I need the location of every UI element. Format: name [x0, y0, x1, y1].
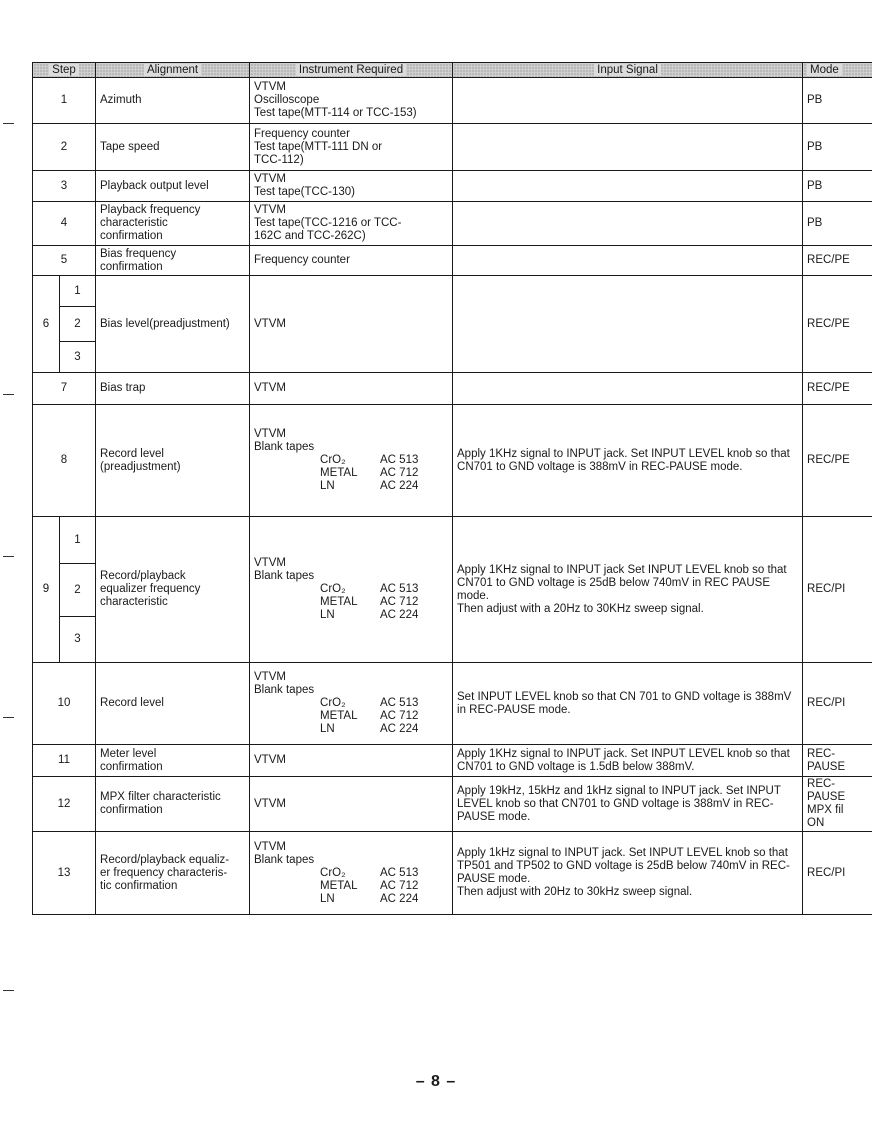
- header-instrument: Instrument Required: [250, 63, 453, 78]
- substep-number: 3: [60, 617, 96, 663]
- alignment-cell: [96, 276, 250, 373]
- alignment-text: Record level: [100, 697, 164, 709]
- input-text: Apply 1KHz signal to INPUT jack Set INPUT LEVEL knob so that CN701 to GND voltage is 25dB below 740mV in REC PAUSE mode.: [457, 563, 787, 602]
- input-text: Apply 1KHz signal to INPUT jack. Set INPUT LEVEL knob so that CN701 to GND voltage is 1.5dB below 388mV.: [457, 747, 790, 773]
- instrument-text: Oscilloscope: [254, 94, 320, 106]
- instrument-cell: [250, 663, 453, 745]
- tape-entry: [254, 480, 448, 493]
- input-signal-cell: [453, 517, 803, 663]
- mode-text: REC/PE: [807, 382, 850, 394]
- step-number: 13: [33, 832, 96, 915]
- tape-entry: [254, 596, 448, 609]
- mode-text: PB: [807, 179, 823, 192]
- instrument-text: 162C and TCC-262C): [254, 230, 366, 242]
- alignment-text: confirmation: [100, 230, 163, 242]
- mode-cell: [803, 832, 872, 915]
- tape-entry: [254, 723, 448, 736]
- mode-text: PAUSE: [807, 760, 846, 773]
- table-row: [33, 124, 872, 171]
- alignment-text: Playback output level: [100, 179, 209, 192]
- mode-cell: [803, 202, 872, 246]
- tape-type: CrO₂: [320, 697, 346, 709]
- substep-number: 1: [60, 276, 96, 307]
- mode-text: REC-: [807, 778, 836, 790]
- alignment-text: Bias trap: [100, 382, 146, 394]
- instrument-cell: [250, 171, 453, 202]
- mode-cell: [803, 663, 872, 745]
- table-row: [33, 276, 872, 307]
- input-signal-cell: [453, 832, 803, 915]
- tape-type: CrO₂: [320, 583, 346, 595]
- mode-text: REC/PI: [807, 697, 846, 709]
- input-text: Then adjust with 20Hz to 30kHz sweep signal.: [457, 886, 693, 898]
- tape-type: METAL: [320, 710, 358, 722]
- tape-entry: [254, 710, 448, 723]
- step-number: 10: [33, 663, 96, 745]
- instrument-cell: [250, 124, 453, 171]
- mode-text: REC/PI: [807, 866, 846, 879]
- input-text: Then adjust with a 20Hz to 30KHz sweep signal.: [457, 602, 704, 615]
- tape-type: CrO₂: [320, 866, 346, 879]
- alignment-cell: [96, 405, 250, 517]
- alignment-cell: [96, 246, 250, 276]
- alignment-text: Tape speed: [100, 140, 160, 153]
- input-signal-cell: [453, 745, 803, 777]
- mode-text: PB: [807, 217, 823, 229]
- input-signal-cell: [453, 78, 803, 124]
- instrument-text: TCC-112): [254, 153, 304, 166]
- mode-text: REC/PE: [807, 454, 850, 466]
- tape-type: LN: [320, 723, 335, 735]
- instrument-cell: [250, 78, 453, 124]
- step-number: 4: [33, 202, 96, 246]
- step-number: 1: [33, 78, 96, 124]
- tape-type: METAL: [320, 467, 358, 479]
- table-row: [33, 777, 872, 832]
- alignment-cell: [96, 78, 250, 124]
- mode-cell: [803, 276, 872, 373]
- alignment-text: equalizer frequency: [100, 583, 201, 595]
- mode-text: REC/PI: [807, 583, 846, 595]
- alignment-text: (preadjustment): [100, 460, 181, 473]
- mode-cell: [803, 405, 872, 517]
- alignment-text: Record/playback: [100, 570, 186, 582]
- mode-text: REC-: [807, 747, 836, 760]
- instrument-text: VTVM: [254, 840, 286, 853]
- instrument-text: Test tape(TCC-130): [254, 186, 355, 198]
- input-text: Apply 19kHz, 15kHz and 1kHz signal to INPUT jack. Set INPUT LEVEL knob so that CN701 to GND voltage is 388mV in REC-PAUSE mode.: [457, 784, 781, 823]
- instrument-text: VTVM: [254, 382, 286, 394]
- instrument-cell: [250, 405, 453, 517]
- alignment-text: confirmation: [100, 760, 163, 773]
- mode-text: PB: [807, 140, 823, 153]
- tape-type: LN: [320, 609, 335, 621]
- header-alignment: Alignment: [96, 63, 250, 78]
- alignment-cell: [96, 517, 250, 663]
- alignment-text: MPX filter characteristic confirmation: [100, 791, 221, 816]
- step-number: 11: [33, 745, 96, 777]
- alignment-cell: [96, 202, 250, 246]
- alignment-text: tic confirmation: [100, 879, 178, 892]
- alignment-text: Record level: [100, 447, 164, 460]
- instrument-cell: [250, 373, 453, 405]
- alignment-cell: [96, 777, 250, 832]
- page-number: – 8 –: [415, 1073, 457, 1090]
- instrument-cell: [250, 745, 453, 777]
- input-text: Apply 1kHz signal to INPUT jack. Set INPUT LEVEL knob so that TP501 and TP502 to GND voltage is 25dB below 740mV in REC-PAUSE mode.: [457, 847, 790, 885]
- step-number: 9: [33, 517, 60, 663]
- tape-entry: [254, 893, 448, 906]
- binding-mark: [3, 123, 14, 124]
- alignment-text: characteristic: [100, 596, 168, 608]
- tape-type: CrO₂: [320, 454, 346, 466]
- alignment-cell: [96, 171, 250, 202]
- instrument-cell: [250, 517, 453, 663]
- mode-cell: [803, 745, 872, 777]
- alignment-table-frame: [32, 62, 872, 944]
- header-mode: Mode: [803, 63, 872, 78]
- alignment-cell: [96, 832, 250, 915]
- mode-cell: [803, 517, 872, 663]
- instrument-text: Frequency counter: [254, 127, 350, 140]
- instrument-cell: [250, 246, 453, 276]
- binding-mark: [3, 394, 14, 395]
- tape-code: AC 712: [380, 879, 419, 892]
- instrument-text: VTVM: [254, 557, 286, 569]
- alignment-table: [32, 62, 872, 915]
- table-row: [33, 405, 872, 517]
- mode-text: ON: [807, 817, 825, 829]
- tape-code: AC 712: [380, 596, 419, 608]
- input-signal-cell: [453, 663, 803, 745]
- mode-cell: [803, 777, 872, 832]
- input-signal-cell: [453, 777, 803, 832]
- step-number: 2: [33, 124, 96, 171]
- input-signal-cell: [453, 202, 803, 246]
- input-signal-cell: [453, 124, 803, 171]
- instrument-text: VTVM: [254, 317, 286, 330]
- substep-number: 2: [60, 307, 96, 342]
- tape-code: AC 712: [380, 467, 419, 479]
- binding-mark: [3, 990, 14, 991]
- instrument-text: Test tape(TCC-1216 or TCC-: [254, 217, 402, 229]
- tape-code: AC 513: [380, 697, 419, 709]
- table-row: [33, 246, 872, 276]
- tape-code: AC 513: [380, 454, 419, 466]
- step-number: 7: [33, 373, 96, 405]
- input-signal-cell: [453, 405, 803, 517]
- tape-code: AC 224: [380, 480, 419, 492]
- mode-text: REC/PE: [807, 317, 850, 330]
- tape-code: AC 224: [380, 609, 419, 621]
- step-number: 5: [33, 246, 96, 276]
- tape-entry: [254, 880, 448, 893]
- mode-cell: [803, 78, 872, 124]
- tape-entry: [254, 454, 448, 467]
- instrument-text: Blank tapes: [254, 853, 315, 866]
- input-text: Apply 1KHz signal to INPUT jack. Set INPUT LEVEL knob so that CN701 to GND voltage is 388mV in REC-PAUSE mode.: [457, 447, 790, 473]
- instrument-text: Blank tapes: [254, 570, 315, 582]
- tape-entry: [254, 467, 448, 480]
- alignment-text: Record/playback equaliz-: [100, 853, 230, 866]
- tape-type: LN: [320, 892, 335, 905]
- instrument-text: VTVM: [254, 428, 286, 440]
- table-row: [33, 171, 872, 202]
- mode-cell: [803, 246, 872, 276]
- alignment-text: er frequency characteris-: [100, 866, 228, 879]
- mode-cell: [803, 373, 872, 405]
- input-text: Set INPUT LEVEL knob so that CN 701 to GND voltage is 388mV in REC-PAUSE mode.: [457, 690, 792, 716]
- alignment-text: confirmation: [100, 260, 163, 273]
- instrument-cell: [250, 832, 453, 915]
- instrument-cell: [250, 777, 453, 832]
- tape-entry: [254, 583, 448, 596]
- instrument-cell: [250, 276, 453, 373]
- step-number: 12: [33, 777, 96, 832]
- instrument-text: Test tape(MTT-114 or TCC-153): [254, 107, 417, 119]
- input-signal-cell: [453, 171, 803, 202]
- table-row: [33, 373, 872, 405]
- tape-entry: [254, 609, 448, 622]
- alignment-text: characteristic: [100, 217, 168, 229]
- table-row: [33, 745, 872, 777]
- mode-text: REC/PE: [807, 254, 850, 266]
- step-number: 8: [33, 405, 96, 517]
- instrument-text: VTVM: [254, 81, 286, 93]
- tape-entry: [254, 697, 448, 710]
- substep-number: 2: [60, 564, 96, 617]
- tape-entry: [254, 867, 448, 880]
- tape-code: AC 224: [380, 892, 419, 905]
- alignment-cell: [96, 663, 250, 745]
- table-row: [33, 202, 872, 246]
- tape-code: AC 712: [380, 710, 419, 722]
- input-signal-cell: [453, 276, 803, 373]
- substep-number: 3: [60, 342, 96, 373]
- binding-mark: [3, 556, 14, 557]
- instrument-text: Blank tapes: [254, 684, 315, 696]
- instrument-text: VTVM: [254, 204, 286, 216]
- alignment-cell: [96, 373, 250, 405]
- step-number: 3: [33, 171, 96, 202]
- instrument-text: VTVM: [254, 671, 286, 683]
- instrument-text: Test tape(MTT-111 DN or: [254, 140, 383, 153]
- substep-number: 1: [60, 517, 96, 564]
- input-signal-cell: [453, 246, 803, 276]
- alignment-text: Bias level(preadjustment): [100, 317, 230, 330]
- alignment-text: Meter level: [100, 747, 157, 760]
- instrument-text: VTVM: [254, 797, 286, 810]
- tape-code: AC 513: [380, 583, 419, 595]
- instrument-text: VTVM: [254, 173, 286, 185]
- step-number: 6: [33, 276, 60, 373]
- table-row: [33, 663, 872, 745]
- input-signal-cell: [453, 373, 803, 405]
- alignment-text: Bias frequency: [100, 247, 177, 260]
- alignment-cell: [96, 124, 250, 171]
- tape-type: METAL: [320, 879, 358, 892]
- mode-text: MPX fil: [807, 804, 844, 816]
- mode-cell: [803, 171, 872, 202]
- binding-mark: [3, 717, 14, 718]
- mode-text: PAUSE: [807, 791, 846, 803]
- tape-code: AC 513: [380, 866, 419, 879]
- tape-code: AC 224: [380, 723, 419, 735]
- header-input-signal: Input Signal: [453, 63, 803, 78]
- instrument-cell: [250, 202, 453, 246]
- table-row: [33, 78, 872, 124]
- instrument-text: Blank tapes: [254, 441, 315, 453]
- alignment-cell: [96, 745, 250, 777]
- instrument-text: VTVM: [254, 754, 286, 766]
- instrument-text: Frequency counter: [254, 254, 350, 266]
- mode-cell: [803, 124, 872, 171]
- tape-type: LN: [320, 480, 335, 492]
- header-step: Step: [33, 63, 96, 78]
- alignment-text: Azimuth: [100, 94, 142, 106]
- mode-text: PB: [807, 94, 823, 106]
- table-row: [33, 832, 872, 915]
- tape-type: METAL: [320, 596, 358, 608]
- table-header-row: [33, 63, 872, 78]
- table-row: [33, 517, 872, 564]
- alignment-text: Playback frequency: [100, 204, 201, 216]
